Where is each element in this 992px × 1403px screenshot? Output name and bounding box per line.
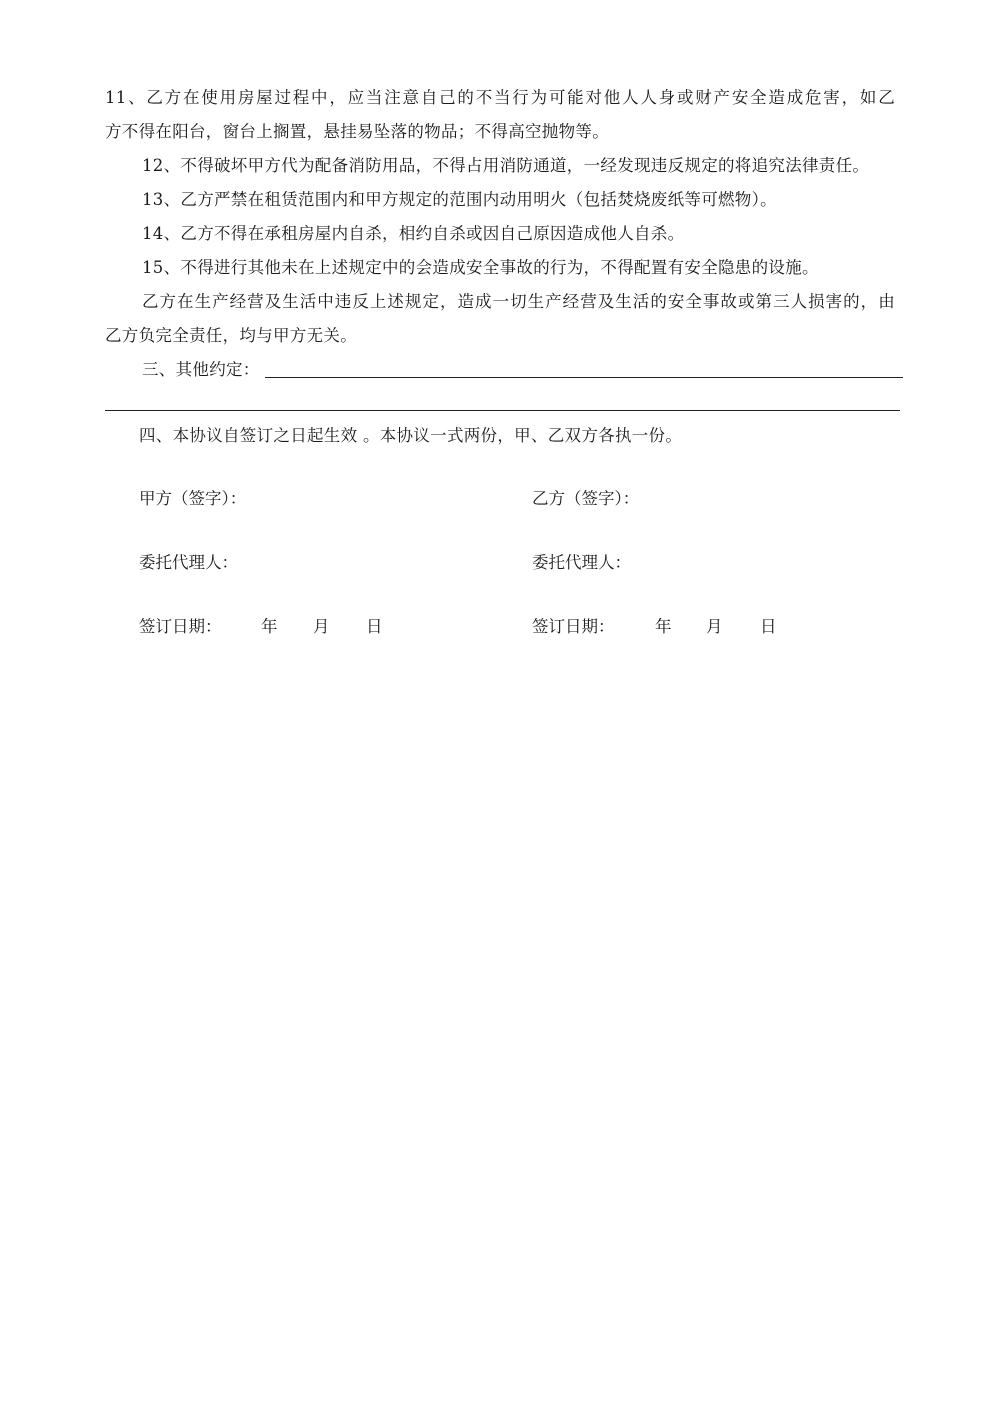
other-agreements-label: 三、其他约定： [142, 360, 260, 379]
party-b-date-label: 签订日期： [532, 617, 615, 636]
party-a-date-year: 年 [261, 617, 278, 636]
party-a-agent-label: 委托代理人： [139, 553, 238, 572]
party-b-date-month: 月 [706, 617, 723, 636]
party-b-sign-label: 乙方（签字）： [532, 489, 640, 508]
clause-13: 13、乙方严禁在租赁范围内和甲方规定的范围内动用明火（包括焚烧废纸等可燃物）。 [142, 190, 777, 209]
summary-line-1: 乙方在生产经营及生活中违反上述规定，造成一切生产经营及生活的安全事故或第三人损害的，由 [142, 292, 895, 311]
party-b-date-year: 年 [655, 617, 672, 636]
summary-line-2: 乙方负完全责任，均与甲方无关。 [105, 326, 357, 345]
clause-11-line-1: 11、乙方在使用房屋过程中，应当注意自己的不当行为可能对他人人身或财产安全造成危害，如乙 [105, 88, 895, 107]
effective-clause: 四、本协议自签订之日起生效 。本协议一式两份，甲、乙双方各执一份。 [139, 426, 683, 445]
party-b-date-day: 日 [760, 617, 777, 636]
party-b-agent-label: 委托代理人： [532, 553, 631, 572]
party-a-sign-label: 甲方（签字）： [139, 489, 247, 508]
clause-14: 14、乙方不得在承租房屋内自杀，相约自杀或因自己原因造成他人自杀。 [142, 224, 685, 243]
party-a-date-day: 日 [366, 617, 383, 636]
party-a-date-label: 签订日期： [139, 617, 222, 636]
other-agreements-blank-line-2 [105, 410, 900, 411]
clause-12: 12、不得破坏甲方代为配备消防用品，不得占用消防通道，一经发现违反规定的将追究法律责任。 [142, 156, 870, 175]
party-a-date-month: 月 [313, 617, 330, 636]
clause-11-line-2: 方不得在阳台，窗台上搁置，悬挂易坠落的物品；不得高空抛物等。 [105, 122, 609, 141]
clause-15: 15、不得进行其他未在上述规定中的会造成安全事故的行为，不得配置有安全隐患的设施。 [142, 258, 819, 277]
other-agreements-blank-line-1 [265, 377, 903, 378]
